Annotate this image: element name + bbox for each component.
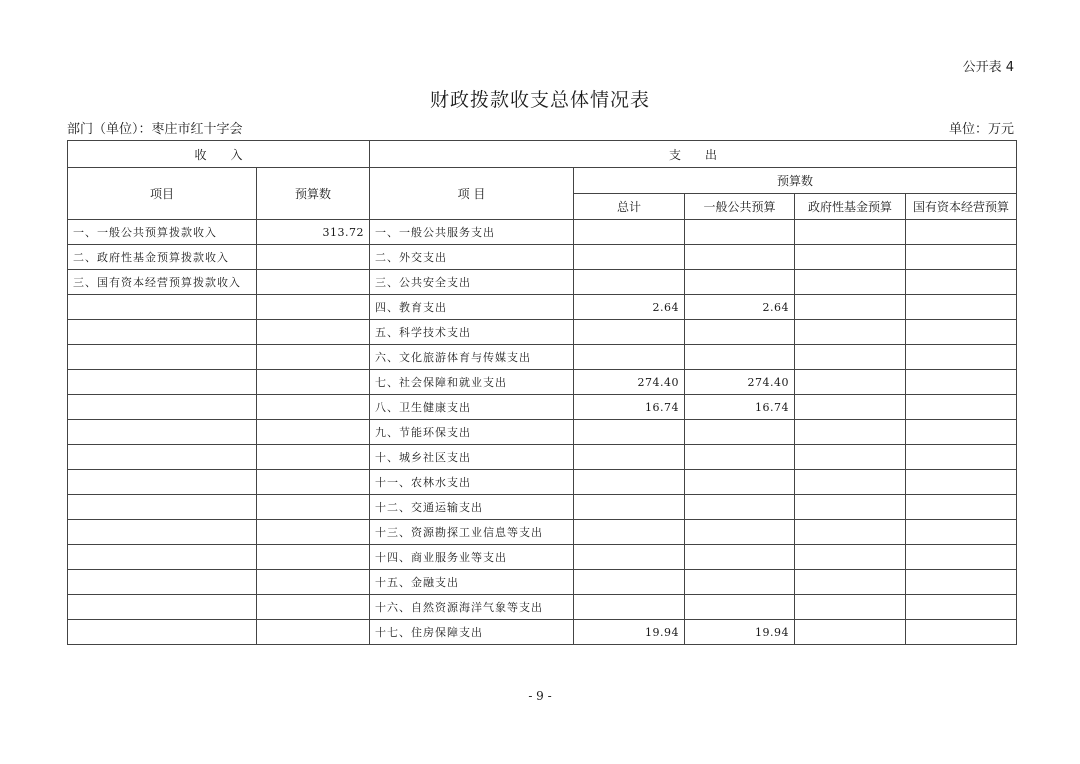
expense-gov-fund-cell <box>795 370 906 395</box>
expense-item-cell: 一、一般公共服务支出 <box>370 220 574 245</box>
table-row <box>68 445 1017 470</box>
expense-header: 支 出 <box>370 141 1017 168</box>
table-row <box>68 370 1017 395</box>
expense-gov-fund-cell <box>795 570 906 595</box>
income-amount-cell <box>257 320 370 345</box>
income-amount-cell <box>257 245 370 270</box>
expense-item-cell: 十六、自然资源海洋气象等支出 <box>370 595 574 620</box>
expense-total-cell <box>574 320 685 345</box>
expense-general-cell <box>685 595 795 620</box>
table-row <box>68 595 1017 620</box>
income-item-cell: 二、政府性基金预算拨款收入 <box>68 245 257 270</box>
table-row <box>68 270 1017 295</box>
expense-total-cell <box>574 445 685 470</box>
income-item-cell <box>68 320 257 345</box>
income-item-cell <box>68 420 257 445</box>
income-budget-header: 预算数 <box>257 168 370 220</box>
expense-total-cell <box>574 520 685 545</box>
income-amount-cell <box>257 470 370 495</box>
expense-gov-fund-cell <box>795 445 906 470</box>
expense-general-cell: 274.40 <box>685 370 795 395</box>
expense-item-cell: 四、教育支出 <box>370 295 574 320</box>
expense-gov-fund-cell <box>795 520 906 545</box>
income-item-cell <box>68 295 257 320</box>
expense-general-cell <box>685 220 795 245</box>
expense-gov-fund-cell <box>795 245 906 270</box>
income-amount-cell <box>257 445 370 470</box>
expense-item-cell: 十五、金融支出 <box>370 570 574 595</box>
expense-gov-fund-cell <box>795 345 906 370</box>
expense-item-cell: 八、卫生健康支出 <box>370 395 574 420</box>
expense-item-cell: 九、节能环保支出 <box>370 420 574 445</box>
expense-item-cell: 五、科学技术支出 <box>370 320 574 345</box>
income-item-cell <box>68 620 257 645</box>
expense-state-capital-cell <box>906 370 1017 395</box>
expense-state-capital-cell <box>906 245 1017 270</box>
income-item-cell <box>68 595 257 620</box>
income-item-cell <box>68 370 257 395</box>
expense-item-cell: 六、文化旅游体育与传媒支出 <box>370 345 574 370</box>
expense-total-cell <box>574 545 685 570</box>
expense-general-cell <box>685 270 795 295</box>
gov-fund-header: 政府性基金预算 <box>795 194 906 220</box>
table-row <box>68 245 1017 270</box>
income-item-cell: 一、一般公共预算拨款收入 <box>68 220 257 245</box>
expense-gov-fund-cell <box>795 420 906 445</box>
expense-total-cell <box>574 245 685 270</box>
table-row <box>68 295 1017 320</box>
expense-state-capital-cell <box>906 420 1017 445</box>
expense-state-capital-cell <box>906 620 1017 645</box>
expense-general-cell <box>685 445 795 470</box>
page-title: 财政拨款收支总体情况表 <box>429 89 650 111</box>
expense-gov-fund-cell <box>795 270 906 295</box>
income-amount-cell <box>257 545 370 570</box>
income-amount-cell <box>257 270 370 295</box>
table-row <box>68 520 1017 545</box>
table-row <box>68 320 1017 345</box>
income-amount-cell <box>257 370 370 395</box>
income-header: 收 入 <box>68 141 370 168</box>
expense-gov-fund-cell <box>795 395 906 420</box>
income-amount-cell <box>257 420 370 445</box>
unit-label: 单位：万元 <box>948 122 1014 137</box>
expense-item-cell: 十、城乡社区支出 <box>370 445 574 470</box>
expense-general-cell: 19.94 <box>685 620 795 645</box>
expense-item-cell: 十四、商业服务业等支出 <box>370 545 574 570</box>
income-item-cell <box>68 495 257 520</box>
budget-table <box>67 140 1017 645</box>
expense-gov-fund-cell <box>795 320 906 345</box>
income-item-cell <box>68 470 257 495</box>
expense-total-cell <box>574 345 685 370</box>
table-row <box>68 395 1017 420</box>
expense-total-cell <box>574 595 685 620</box>
table-row <box>68 345 1017 370</box>
expense-state-capital-cell <box>906 345 1017 370</box>
expense-total-cell <box>574 220 685 245</box>
expense-general-cell: 2.64 <box>685 295 795 320</box>
income-item-cell <box>68 545 257 570</box>
table-row <box>68 220 1017 245</box>
expense-state-capital-cell <box>906 320 1017 345</box>
form-label: 公开表 4 <box>962 60 1014 75</box>
expense-state-capital-cell <box>906 470 1017 495</box>
expense-item-cell: 二、外交支出 <box>370 245 574 270</box>
income-item-cell <box>68 520 257 545</box>
expense-state-capital-cell <box>906 495 1017 520</box>
expense-gov-fund-cell <box>795 595 906 620</box>
expense-item-cell: 十一、农林水支出 <box>370 470 574 495</box>
income-amount-cell <box>257 620 370 645</box>
table-row <box>68 420 1017 445</box>
income-item-cell <box>68 570 257 595</box>
table-row <box>68 545 1017 570</box>
expense-total-cell: 16.74 <box>574 395 685 420</box>
expense-state-capital-cell <box>906 220 1017 245</box>
expense-general-cell <box>685 495 795 520</box>
expense-gov-fund-cell <box>795 295 906 320</box>
department-label: 部门（单位）：枣庄市红十字会 <box>67 122 243 137</box>
expense-item-cell: 十三、资源勘探工业信息等支出 <box>370 520 574 545</box>
expense-total-cell <box>574 270 685 295</box>
expense-item-cell: 十二、交通运输支出 <box>370 495 574 520</box>
income-amount-cell: 313.72 <box>257 220 370 245</box>
income-item-cell <box>68 445 257 470</box>
income-amount-cell <box>257 345 370 370</box>
expense-gov-fund-cell <box>795 545 906 570</box>
expense-total-cell <box>574 470 685 495</box>
income-amount-cell <box>257 495 370 520</box>
expense-gov-fund-cell <box>795 470 906 495</box>
general-budget-header: 一般公共预算 <box>685 194 795 220</box>
expense-budget-header: 预算数 <box>574 168 1017 194</box>
expense-state-capital-cell <box>906 570 1017 595</box>
expense-general-cell <box>685 345 795 370</box>
expense-state-capital-cell <box>906 395 1017 420</box>
expense-gov-fund-cell <box>795 620 906 645</box>
expense-general-cell <box>685 470 795 495</box>
income-item-cell <box>68 345 257 370</box>
expense-general-cell <box>685 245 795 270</box>
expense-general-cell <box>685 570 795 595</box>
state-capital-header: 国有资本经营预算 <box>906 194 1017 220</box>
expense-item-cell: 七、社会保障和就业支出 <box>370 370 574 395</box>
expense-general-cell <box>685 545 795 570</box>
income-amount-cell <box>257 570 370 595</box>
income-amount-cell <box>257 395 370 420</box>
expense-total-cell <box>574 420 685 445</box>
income-amount-cell <box>257 520 370 545</box>
expense-total-cell: 274.40 <box>574 370 685 395</box>
table-row <box>68 495 1017 520</box>
expense-state-capital-cell <box>906 595 1017 620</box>
expense-gov-fund-cell <box>795 220 906 245</box>
expense-total-cell: 2.64 <box>574 295 685 320</box>
income-item-cell <box>68 395 257 420</box>
expense-item-cell: 三、公共安全支出 <box>370 270 574 295</box>
expense-general-cell <box>685 320 795 345</box>
expense-general-cell <box>685 520 795 545</box>
table-row <box>68 570 1017 595</box>
page-number: - 9 - <box>528 689 552 703</box>
expense-state-capital-cell <box>906 520 1017 545</box>
income-amount-cell <box>257 595 370 620</box>
table-row <box>68 470 1017 495</box>
income-amount-cell <box>257 295 370 320</box>
expense-state-capital-cell <box>906 270 1017 295</box>
income-item-header: 项目 <box>68 168 257 220</box>
table-row <box>68 620 1017 645</box>
expense-total-cell <box>574 570 685 595</box>
income-item-cell: 三、国有资本经营预算拨款收入 <box>68 270 257 295</box>
expense-general-cell: 16.74 <box>685 395 795 420</box>
expense-item-cell: 十七、住房保障支出 <box>370 620 574 645</box>
expense-gov-fund-cell <box>795 495 906 520</box>
total-header: 总计 <box>574 194 685 220</box>
expense-state-capital-cell <box>906 445 1017 470</box>
expense-state-capital-cell <box>906 295 1017 320</box>
expense-item-header: 项 目 <box>370 168 574 220</box>
expense-total-cell <box>574 495 685 520</box>
expense-state-capital-cell <box>906 545 1017 570</box>
expense-total-cell: 19.94 <box>574 620 685 645</box>
expense-general-cell <box>685 420 795 445</box>
